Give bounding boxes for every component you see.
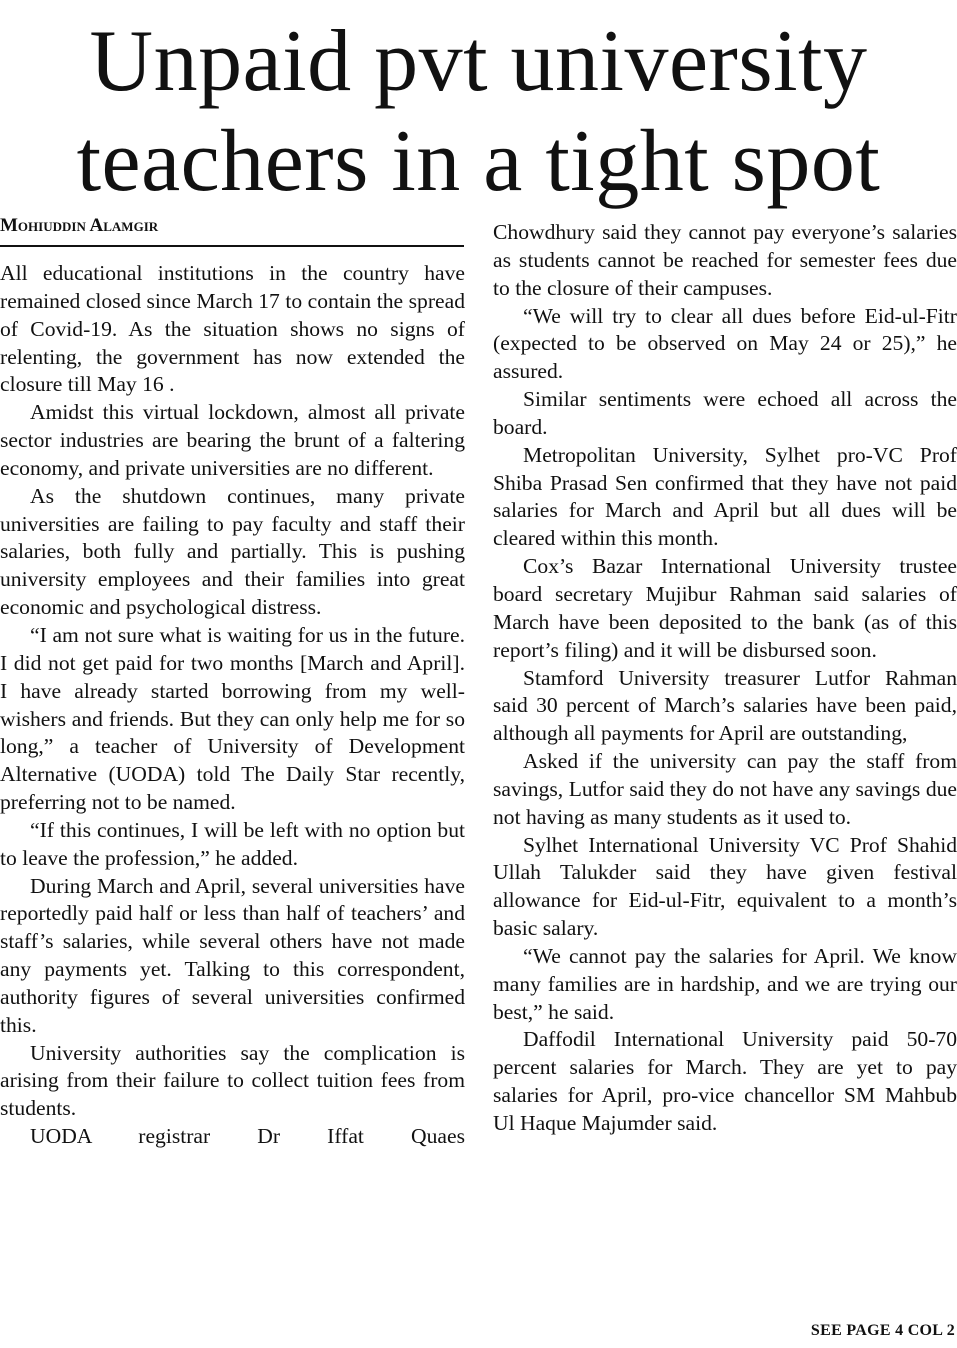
paragraph: Metropolitan University, Sylhet pro-VC Prof Shiba Prasad Sen confirmed that they have not paid salaries for March and April but all dues will be cleared within this month. bbox=[493, 442, 957, 551]
paragraph: Sylhet International University VC Prof Shahid Ullah Talukder said they have given festival allowance for Eid-ul-Fitr, equivalent to a month’s basic salary. bbox=[493, 832, 957, 941]
paragraph: “If this continues, I will be left with no option but to leave the profession,” he added. bbox=[0, 817, 465, 870]
paragraph: “We will try to clear all dues before Eid-ul-Fitr (expected to be observed on May 24 or 25),” he assured. bbox=[493, 303, 957, 384]
paragraph: Chowdhury said they cannot pay everyone’s salaries as students cannot be reached for semester fees due to the closure of their campuses. bbox=[493, 220, 957, 300]
headline bbox=[0, 12, 957, 212]
left-column bbox=[0, 260, 465, 1151]
paragraph: Asked if the university can pay the staff from savings, Lutfor said they do not have any savings due not having as many students as it used to. bbox=[493, 749, 957, 829]
headline-line-1: Unpaid pvt university bbox=[89, 13, 868, 110]
headline-line-2: teachers in a tight spot bbox=[76, 113, 881, 210]
paragraph: During March and April, several universities have reportedly paid half or less than half of teachers’ and staff’s salaries, while several others have not made any payments yet. Talking to this correspondent, authority figures of several universities confirmed this. bbox=[0, 873, 465, 1037]
paragraph: As the shutdown continues, many private universities are failing to pay faculty and staff their salaries, both fully and partially. This is pushing university employees and their families into great economic and psychological distress. bbox=[0, 483, 465, 620]
paragraph: Stamford University treasurer Lutfor Rahman said 30 percent of March’s salaries have been paid, although all payments for April are outstanding, bbox=[493, 665, 957, 746]
byline: Mohiuddin Alamgir bbox=[0, 213, 464, 247]
paragraph: Similar sentiments were echoed all across the board. bbox=[493, 387, 957, 439]
paragraph: Amidst this virtual lockdown, almost all private sector industries are bearing the brunt of a faltering economy, and private universities are no different. bbox=[0, 400, 465, 480]
paragraph: UODA registrar Dr Iffat Quaes bbox=[30, 1124, 465, 1149]
paragraph: “We cannot pay the salaries for April. We know many families are in hardship, and we are trying our best,” he said. bbox=[493, 943, 957, 1024]
continuation-reference: SEE PAGE 4 COL 2 bbox=[810, 1322, 955, 1339]
right-column bbox=[493, 219, 957, 1138]
paragraph: University authorities say the complication is arising from their failure to collect tuition fees from students. bbox=[0, 1040, 465, 1121]
paragraph: “I am not sure what is waiting for us in the future. I did not get paid for two months [March and April]. I have already started borrowing from my well-wishers and friends. But they can only help me for so long,” a teacher of University of Development Alternative (UODA) told The Daily Star recently, preferring not to be named. bbox=[0, 622, 465, 815]
paragraph: Cox’s Bazar International University trustee board secretary Mujibur Rahman said salaries of March have been deposited to the bank (as of this report’s filing) and it will be disbursed soon. bbox=[493, 554, 957, 662]
paragraph: All educational institutions in the country have remained closed since March 17 to contain the spread of Covid-19. As the situation shows no signs of relenting, the government has now extended the closure till May 16 . bbox=[0, 261, 465, 397]
paragraph: Daffodil International University paid 50-70 percent salaries for March. They are yet to pay salaries for April, pro-vice chancellor SM Mahbub Ul Haque Majumder said. bbox=[493, 1027, 957, 1135]
